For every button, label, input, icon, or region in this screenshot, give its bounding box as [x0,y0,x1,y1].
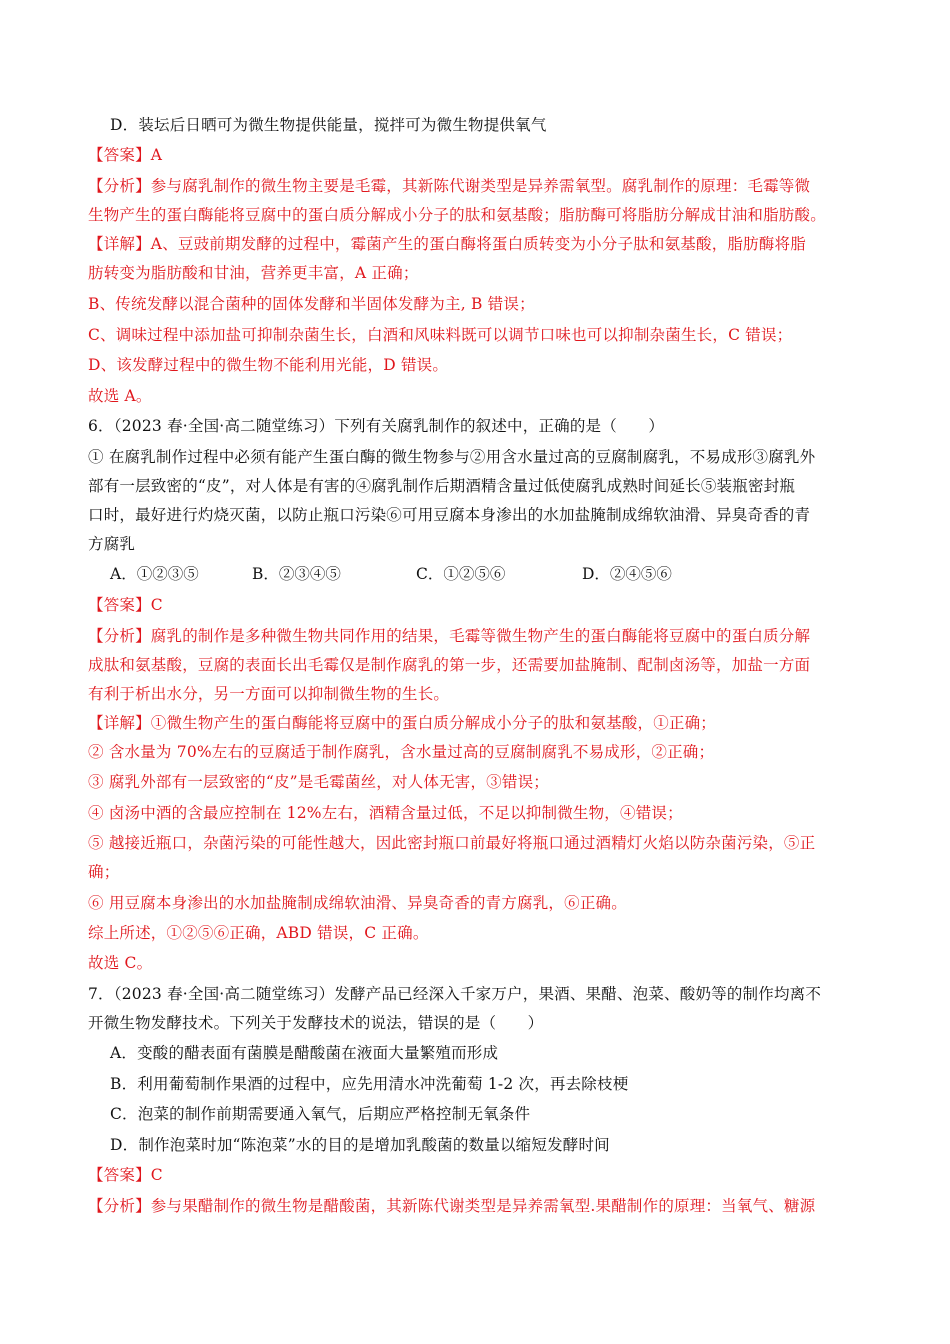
q6-option-c: C．①②⑤⑥ [416,565,506,583]
q6-option-a: A．①②③⑤ [110,565,199,583]
q5-answer: 【答案】A [88,146,163,164]
q7-option-a: A．变酸的醋表面有菌膜是醋酸菌在液面大量繁殖而形成 [110,1044,499,1062]
q6-analysis-line: 成肽和氨基酸，豆腐的表面长出毛霉仅是制作腐乳的第一步，还需要加盐腌制、配制卤汤等，加盐一方面 [88,656,811,674]
q6-options [110,563,750,585]
q5-option-d: D．装坛后日晒可为微生物提供能量，搅拌可为微生物提供氧气 [110,116,547,134]
q7-answer: 【答案】C [88,1166,163,1184]
q5-conclusion: 故选 A。 [88,387,152,405]
q6-statement-line: 口时，最好进行灼烧灭菌，以防止瓶口污染⑥可用豆腐本身渗出的水加盐腌制成绵软油滑、异臭奇香的青 [88,506,811,524]
q6-detail-line: ⑤ 越接近瓶口，杂菌污染的可能性越大，因此密封瓶口前最好将瓶口通过酒精灯火焰以防杂菌污染，⑤正 [88,834,816,852]
q6-detail-line: ⑥ 用豆腐本身渗出的水加盐腌制成绵软油滑、异臭奇香的青方腐乳，⑥正确。 [88,894,627,912]
q6-analysis-line: 【分析】腐乳的制作是多种微生物共同作用的结果，毛霉等微生物产生的蛋白酶能将豆腐中的蛋白质分解 [88,627,811,645]
q5-detail-line: 【详解】A、豆豉前期发酵的过程中，霉菌产生的蛋白酶将蛋白质转变为小分子肽和氨基酸，脂肪酶将脂 [88,235,806,253]
q6-detail-line: ② 含水量为 70%左右的豆腐适于制作腐乳，含水量过高的豆腐制腐乳不易成形，②正确； [88,743,715,761]
q6-answer: 【答案】C [88,596,163,614]
q6-summary: 综上所述，①②⑤⑥正确，ABD 错误，C 正确。 [88,924,429,942]
q5-analysis-line: 生物产生的蛋白酶能将豆腐中的蛋白质分解成小分子的肽和氨基酸；脂肪酶可将脂肪分解成甘油和脂肪酸。 [88,206,826,224]
q6-detail-line: 确； [88,863,120,881]
q6-option-d: D．②④⑤⑥ [582,565,672,583]
q5-detail-line: B、传统发酵以混合菌种的固体发酵和半固体发酵为主, B 错误； [88,295,535,313]
q6-conclusion: 故选 C。 [88,954,153,972]
q5-detail-line: 肪转变为脂肪酸和甘油，营养更丰富，A 正确； [88,264,419,282]
q5-detail-line: C、调味过程中添加盐可抑制杂菌生长，白酒和风味料既可以调节口味也可以抑制杂菌生长，C 错误； [88,326,793,344]
q6-statement-line: ① 在腐乳制作过程中必须有能产生蛋白酶的微生物参与②用含水量过高的豆腐制腐乳，不易成形③腐乳外 [88,448,816,466]
q7-option-c: C．泡菜的制作前期需要通入氧气，后期应严格控制无氧条件 [110,1105,531,1123]
q7-stem: 7．（2023 春·全国·高二随堂练习）发酵产品已经深入千家万户，果酒、果醋、泡菜、酸奶等的制作均离不 [88,985,822,1003]
q6-stem: 6．（2023 春·全国·高二随堂练习）下列有关腐乳制作的叙述中，正确的是（ ） [88,417,665,435]
q6-option-b: B．②③④⑤ [252,565,341,583]
q6-detail-line: ③ 腐乳外部有一层致密的“皮”是毛霉菌丝，对人体无害，③错误； [88,773,549,791]
q6-detail-line: 【详解】①微生物产生的蛋白酶能将豆腐中的蛋白质分解成小分子的肽和氨基酸，①正确； [88,714,717,732]
q7-option-b: B．利用葡萄制作果酒的过程中，应先用清水冲洗葡萄 1-2 次，再去除枝梗 [110,1075,629,1093]
q7-stem: 开微生物发酵技术。下列关于发酵技术的说法，错误的是（ ） [88,1014,544,1032]
q5-detail-line: D、该发酵过程中的微生物不能利用光能，D 错误。 [88,356,449,374]
q7-option-d: D．制作泡菜时加“陈泡菜”水的目的是增加乳酸菌的数量以缩短发酵时间 [110,1136,610,1154]
q7-analysis-line: 【分析】参与果醋制作的微生物是醋酸菌，其新陈代谢类型是异养需氧型.果醋制作的原理：当氧气、糖源 [88,1197,816,1215]
q6-analysis-line: 有利于析出水分，另一方面可以抑制微生物的生长。 [88,685,450,703]
q6-detail-line: ④ 卤汤中酒的含最应控制在 12%左右，酒精含量过低，不足以抑制微生物，④错误； [88,804,683,822]
q6-statement-line: 部有一层致密的“皮”，对人体是有害的④腐乳制作后期酒精含量过低使腐乳成熟时间延长⑤装瓶密封瓶 [88,477,796,495]
q5-analysis-line: 【分析】参与腐乳制作的微生物主要是毛霉，其新陈代谢类型是异养需氧型。腐乳制作的原理：毛霉等微 [88,177,811,195]
q6-statement-line: 方腐乳 [88,535,136,553]
